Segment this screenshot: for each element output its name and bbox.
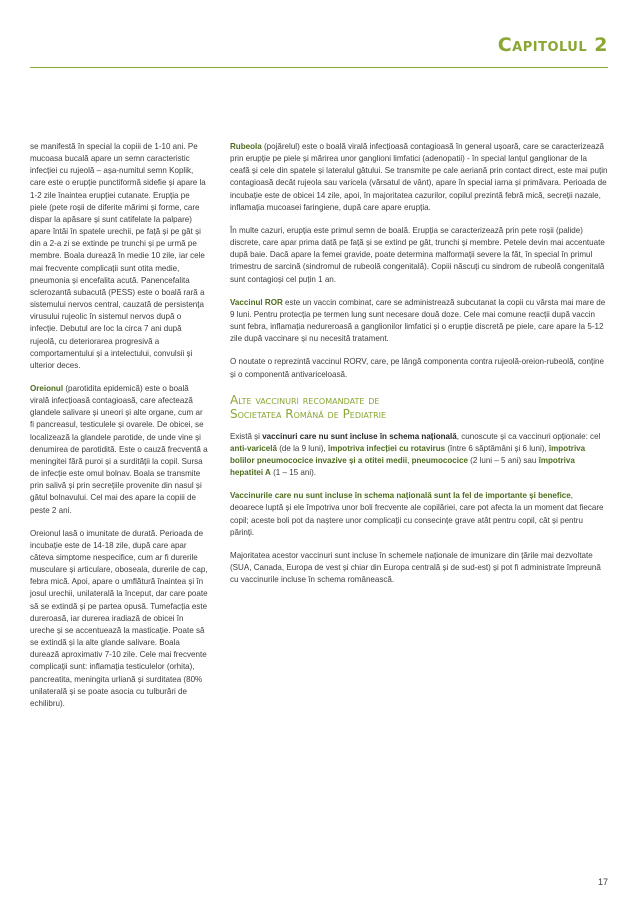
header-rule [30,67,608,68]
text-run: Există și [230,431,263,441]
importance-text: , deoarece luptă și ele împotriva unor boli frecvente ale copilăriei, care pot afecta la un moment dat fiecare copil; aceste boli pot da naștere unor complicații cu consecințe grave atât pentru copil, cât și pentru părinți. [230,491,604,537]
vaccine-term: împotriva hepatitei A [230,455,575,478]
text-run: , cunoscute și ca vaccinuri opționale: cel [456,431,601,441]
ror-description: este un vaccin combinat, care se administrează subcutanat la copii cu vârsta mai mare de 9 luni. Pentru protecția pe termen lung sunt necesare două doze. Cele mai comune reacții după vaccin sunt febra, inflamația nedureroasă a ganglionilor limfatici și o erupție discretă pe piele, care apare la 5-12 zile după vaccinare și nu necesită tratament. [230,297,606,344]
importance-paragraph [230,490,608,539]
bold-run: vaccinuri care nu sunt incluse în schema națională [262,431,457,441]
rubeola-symptoms-paragraph: În multe cazuri, erupția este primul semn de boală. Erupția se caracterizează prin pete roșii (palide) discrete, care apar prima dată pe față și se extind pe gât, trunchi și membre. Petele devin mai accentuate după baie. Dacă apare la femei gravide, poate determina malformații severe la făt, în special în primul trimestru de sarcină (sindromul de rubeolă congenitală). Copiii născuți cu sindrom de rubeolă congenitală sunt contagioși cel puțin 1 an. [230,225,605,284]
oreion-description: (parotidita epidemică) este o boală virală infecțioasă contagioasă, care afectează glandele salivare și uneori și alte organe, cum ar fi pancreasul, testiculele și ovarele. De obicei, se localizează la glandele parotide, de unde vine și denumirea de parotidită. Este o cauză frecventă a meningitei fără puroi și a surdității la copil. Sursa de infecție este omul bolnav. Boala se transmite prin salivă și prin secrețiile provenite din nasul și gâtul bolnavului. Cel mai des apare la copiii de peste 2 ani. [30,383,208,515]
page-number: 17 [597,877,608,887]
oreion-paragraph [30,383,208,517]
vaccine-term: împotriva bolilor pneumococice invazive și a otitei medii [230,443,586,465]
text-run: (între 6 săptămâni și 6 luni), [445,443,549,453]
rubeola-term: Rubeola [230,142,262,151]
ror-paragraph [230,297,608,346]
chapter-title: Capitolul 2 [497,34,608,56]
importance-bold: Vaccinurile care nu sunt incluse în schema națională sunt la fel de importante și benefice [230,491,571,501]
rorv-paragraph: O noutate o reprezintă vaccinul RORV, care, pe lângă componenta contra rujeolă-oreion-rubeolă, conține și o componentă antivariceloasă. [230,357,604,379]
text-run: (2 luni – 5 ani) sau [467,455,539,465]
vaccine-term: pneumococice [411,455,468,465]
text-run: , [407,455,412,465]
text-run: (1 – 15 ani). [270,468,317,478]
optional-vaccines-paragraph [230,431,608,480]
rujeola-continued-paragraph: se manifestă în special la copiii de 1-10 ani. Pe mucoasa bucală apare un semn caracteristic infecției cu rujeolă – așa-numitul semn Koplik, care este o erupție punctiformă sidefie și apare la 1-2 zile înaintea erupției cutanate. Erupția pe piele (pete roșii de diferite mărimi și forme, care dispar la apăsare și sunt catifelate la palpare) apare întâi în spatele urechii, pe față și pe gât și din a 2-a zi se extinde pe trunchi și pe urmă pe membre. Boala durează în medie 10 zile, iar cele mai frecvente complicații sunt otita medie, pneumonia și encefalita acută. Panencefalita sclerozantă subacută (PESS) este o boală rară a sistemului nervos central, cauzată de persistența virusului rujeolic în sistemul nervos după o infecție. Debutul are loc la circa 7 ani după rujeolă, cu deteriorarea progresivă a comportamentului și a intelectului, convulsii și ulterior deces. [30,142,206,370]
rubeola-description: (pojărelul) este o boală virală infecțioasă contagioasă în general ușoară, care se caracterizează prin erupție pe piele și mărirea unor ganglioni limfatici (adenopatii) - în special lanțul ganglionar de la ceafă și cele din spatele și lateralul gâtului. Se transmite pe cale aeriană prin contact direct, este mai puțin contagioasă decât rujeola sau varicela (vărsatul de vânt), apare în special iarna și primăvara. Perioada de incubație este de obicei 14 zile, apoi, în majoritatea cazurilor, copilul prezintă febră mică, secreții nazale, inflamația mucoasei faringiene, după care apare erupția. [230,142,608,212]
vaccine-term: anti-varicelă [230,443,277,453]
text-run: (de la 9 luni), [276,443,328,453]
vaccine-term: împotriva infecției cu rotavirus [327,443,446,453]
oreion-details-paragraph: Oreionul lasă o imunitate de durată. Perioada de incubație este de 14-18 zile, după care apar câteva simptome nespecifice, cum ar fi durerile musculare și articulare, oboseala, durerile de cap, febra mică. Apoi, apare o umflătură înaintea și în josul urechii, unilaterală la început, dar care poate să se extindă și pe partea opusă. Tumefacția este dureroasă, iar durerea iradiază de obicei în ureche și se accentuează la masticație. Poate să se extindă și la alte glande salivare. Boala durează aproximativ 7-10 zile. Cele mai frecvente complicații sunt: inflamația testiculelor (orhita), pancreatita, meningita urliană și surditatea (80% unilaterală și se poate asocia cu tulburări de echilibru). [30,528,208,708]
right-column [230,141,608,597]
section-heading-line2: Societatea Română de Pediatrie [230,407,387,422]
ror-term: Vaccinul ROR [230,297,283,307]
rubeola-paragraph [230,141,608,214]
section-heading [230,393,608,422]
section-heading-line1: Alte vaccinuri recomandate de [230,392,380,407]
left-column [30,141,208,721]
oreion-term: Oreionul [30,383,64,393]
closing-paragraph: Majoritatea acestor vaccinuri sunt incluse în schemele naționale de imunizare din țările mai dezvoltate (SUA, Canada, Europa de vest și chiar din Europa centrală și de sud-est) și pot fi administrate împreună cu vaccinurile incluse în schema românească. [230,550,601,585]
